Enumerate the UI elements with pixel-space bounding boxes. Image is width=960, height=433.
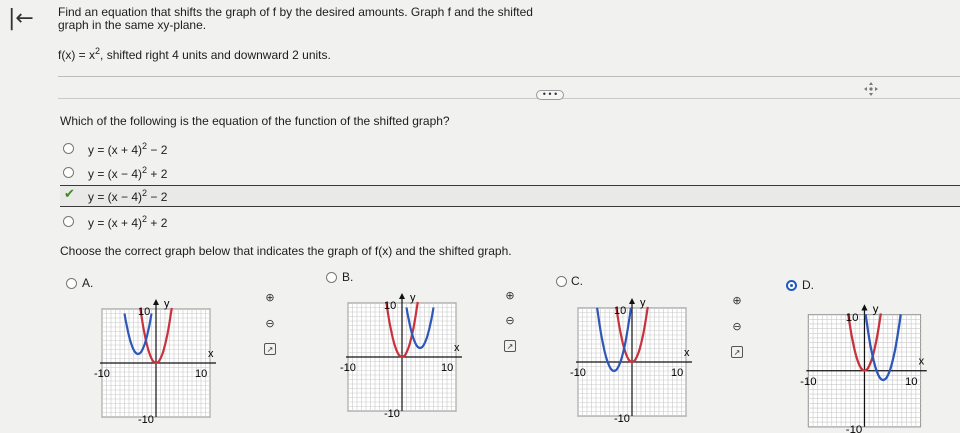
tick-label-y-neg: -10 [845, 424, 863, 433]
choice-a-radio[interactable] [66, 278, 77, 289]
tick-label-y-pos: 10 [384, 300, 397, 312]
axis-label-y: y [872, 303, 879, 316]
axis-label-x: x [454, 342, 460, 354]
axis-label-y: y [410, 292, 416, 304]
y-axis-arrow [861, 304, 867, 310]
axis-label-x: x [918, 355, 925, 368]
y-axis-arrow [153, 299, 159, 305]
y-axis-arrow [399, 293, 405, 299]
axis-label-y: y [640, 297, 646, 309]
zoom-in-icon[interactable]: ⊕ [265, 291, 275, 304]
function-definition [58, 44, 331, 62]
tick-label-y-pos: 10 [845, 311, 859, 324]
option-radio[interactable] [63, 216, 74, 227]
option-equation: $y = (x + 4)^2 + 2$ [88, 214, 168, 230]
choice-d-radio[interactable] [786, 280, 797, 291]
more-button[interactable]: • • • [536, 90, 564, 100]
option-equation: $y = (x - 4)^2 + 2$ [88, 165, 168, 181]
tick-label-y-pos: 10 [614, 305, 627, 317]
instruction-line-1: Find an equation that shifts the graph of f by the desired amounts. Graph f and the shifted [58, 5, 533, 19]
function-def-text: f(x) = x [58, 48, 96, 62]
external-link-icon[interactable]: ↗ [504, 340, 516, 352]
zoom-out-icon[interactable]: ⊖ [732, 320, 742, 333]
graph-d [798, 298, 933, 433]
tick-label-x-neg: -10 [94, 368, 110, 380]
zoom-in-icon[interactable]: ⊕ [505, 289, 515, 302]
option-equation: $y = (x - 4)^2 - 2$ [88, 188, 168, 204]
tick-label-x-neg: -10 [570, 367, 586, 379]
y-axis-arrow [629, 298, 635, 304]
axis-label-x: x [208, 348, 214, 360]
option-radio[interactable] [63, 143, 74, 154]
external-link-icon[interactable]: ↗ [264, 343, 276, 355]
zoom-in-icon[interactable]: ⊕ [732, 294, 742, 307]
graph-b [338, 287, 468, 417]
tick-label-y-neg: -10 [384, 408, 400, 417]
graph-question-prompt: Choose the correct graph below that indicates the graph of f(x) and the shifted graph. [60, 244, 512, 258]
section-divider [58, 76, 960, 77]
function-shift-text: , shifted right 4 units and downward 2 units. [100, 48, 331, 62]
option-3[interactable] [60, 185, 960, 207]
tick-label-x-neg: -10 [340, 362, 356, 374]
section-divider-2 [58, 98, 960, 99]
tick-label-x-pos: 10 [195, 368, 208, 380]
choice-b-label: B. [342, 270, 354, 284]
graph-a [92, 293, 222, 423]
graph-c [568, 292, 698, 422]
move-icon[interactable] [864, 82, 878, 96]
tick-label-y-neg: -10 [614, 413, 630, 422]
tick-label-y-pos: 10 [138, 306, 151, 318]
choice-d-label: D. [802, 278, 814, 292]
tick-label-x-pos: 10 [671, 367, 684, 379]
option-1[interactable] [60, 139, 960, 161]
tick-label-y-neg: -10 [138, 414, 154, 423]
axis-label-x: x [684, 347, 690, 359]
function-exponent: 2 [95, 46, 101, 56]
choice-b-radio[interactable] [326, 272, 337, 283]
option-2[interactable] [60, 163, 960, 185]
tick-label-x-neg: -10 [800, 376, 817, 389]
option-radio[interactable] [63, 167, 74, 178]
option-equation: $y = (x + 4)^2 - 2$ [88, 141, 168, 157]
checkmark-icon: ✔ [64, 187, 75, 202]
option-4[interactable] [60, 212, 960, 234]
zoom-out-icon[interactable]: ⊖ [505, 314, 515, 327]
zoom-out-icon[interactable]: ⊖ [265, 317, 275, 330]
choice-a-label: A. [82, 276, 94, 290]
question-prompt: Which of the following is the equation of the function of the shifted graph? [60, 114, 450, 128]
tick-label-x-pos: 10 [904, 376, 918, 389]
back-arrow-icon[interactable]: |← [8, 6, 34, 31]
external-link-icon[interactable]: ↗ [731, 346, 743, 358]
choice-c-label: C. [571, 274, 583, 288]
tick-label-x-pos: 10 [441, 362, 454, 374]
choice-c-radio[interactable] [556, 276, 567, 287]
instruction-line-2: graph in the same xy-plane. [58, 18, 207, 32]
axis-label-y: y [164, 298, 170, 310]
